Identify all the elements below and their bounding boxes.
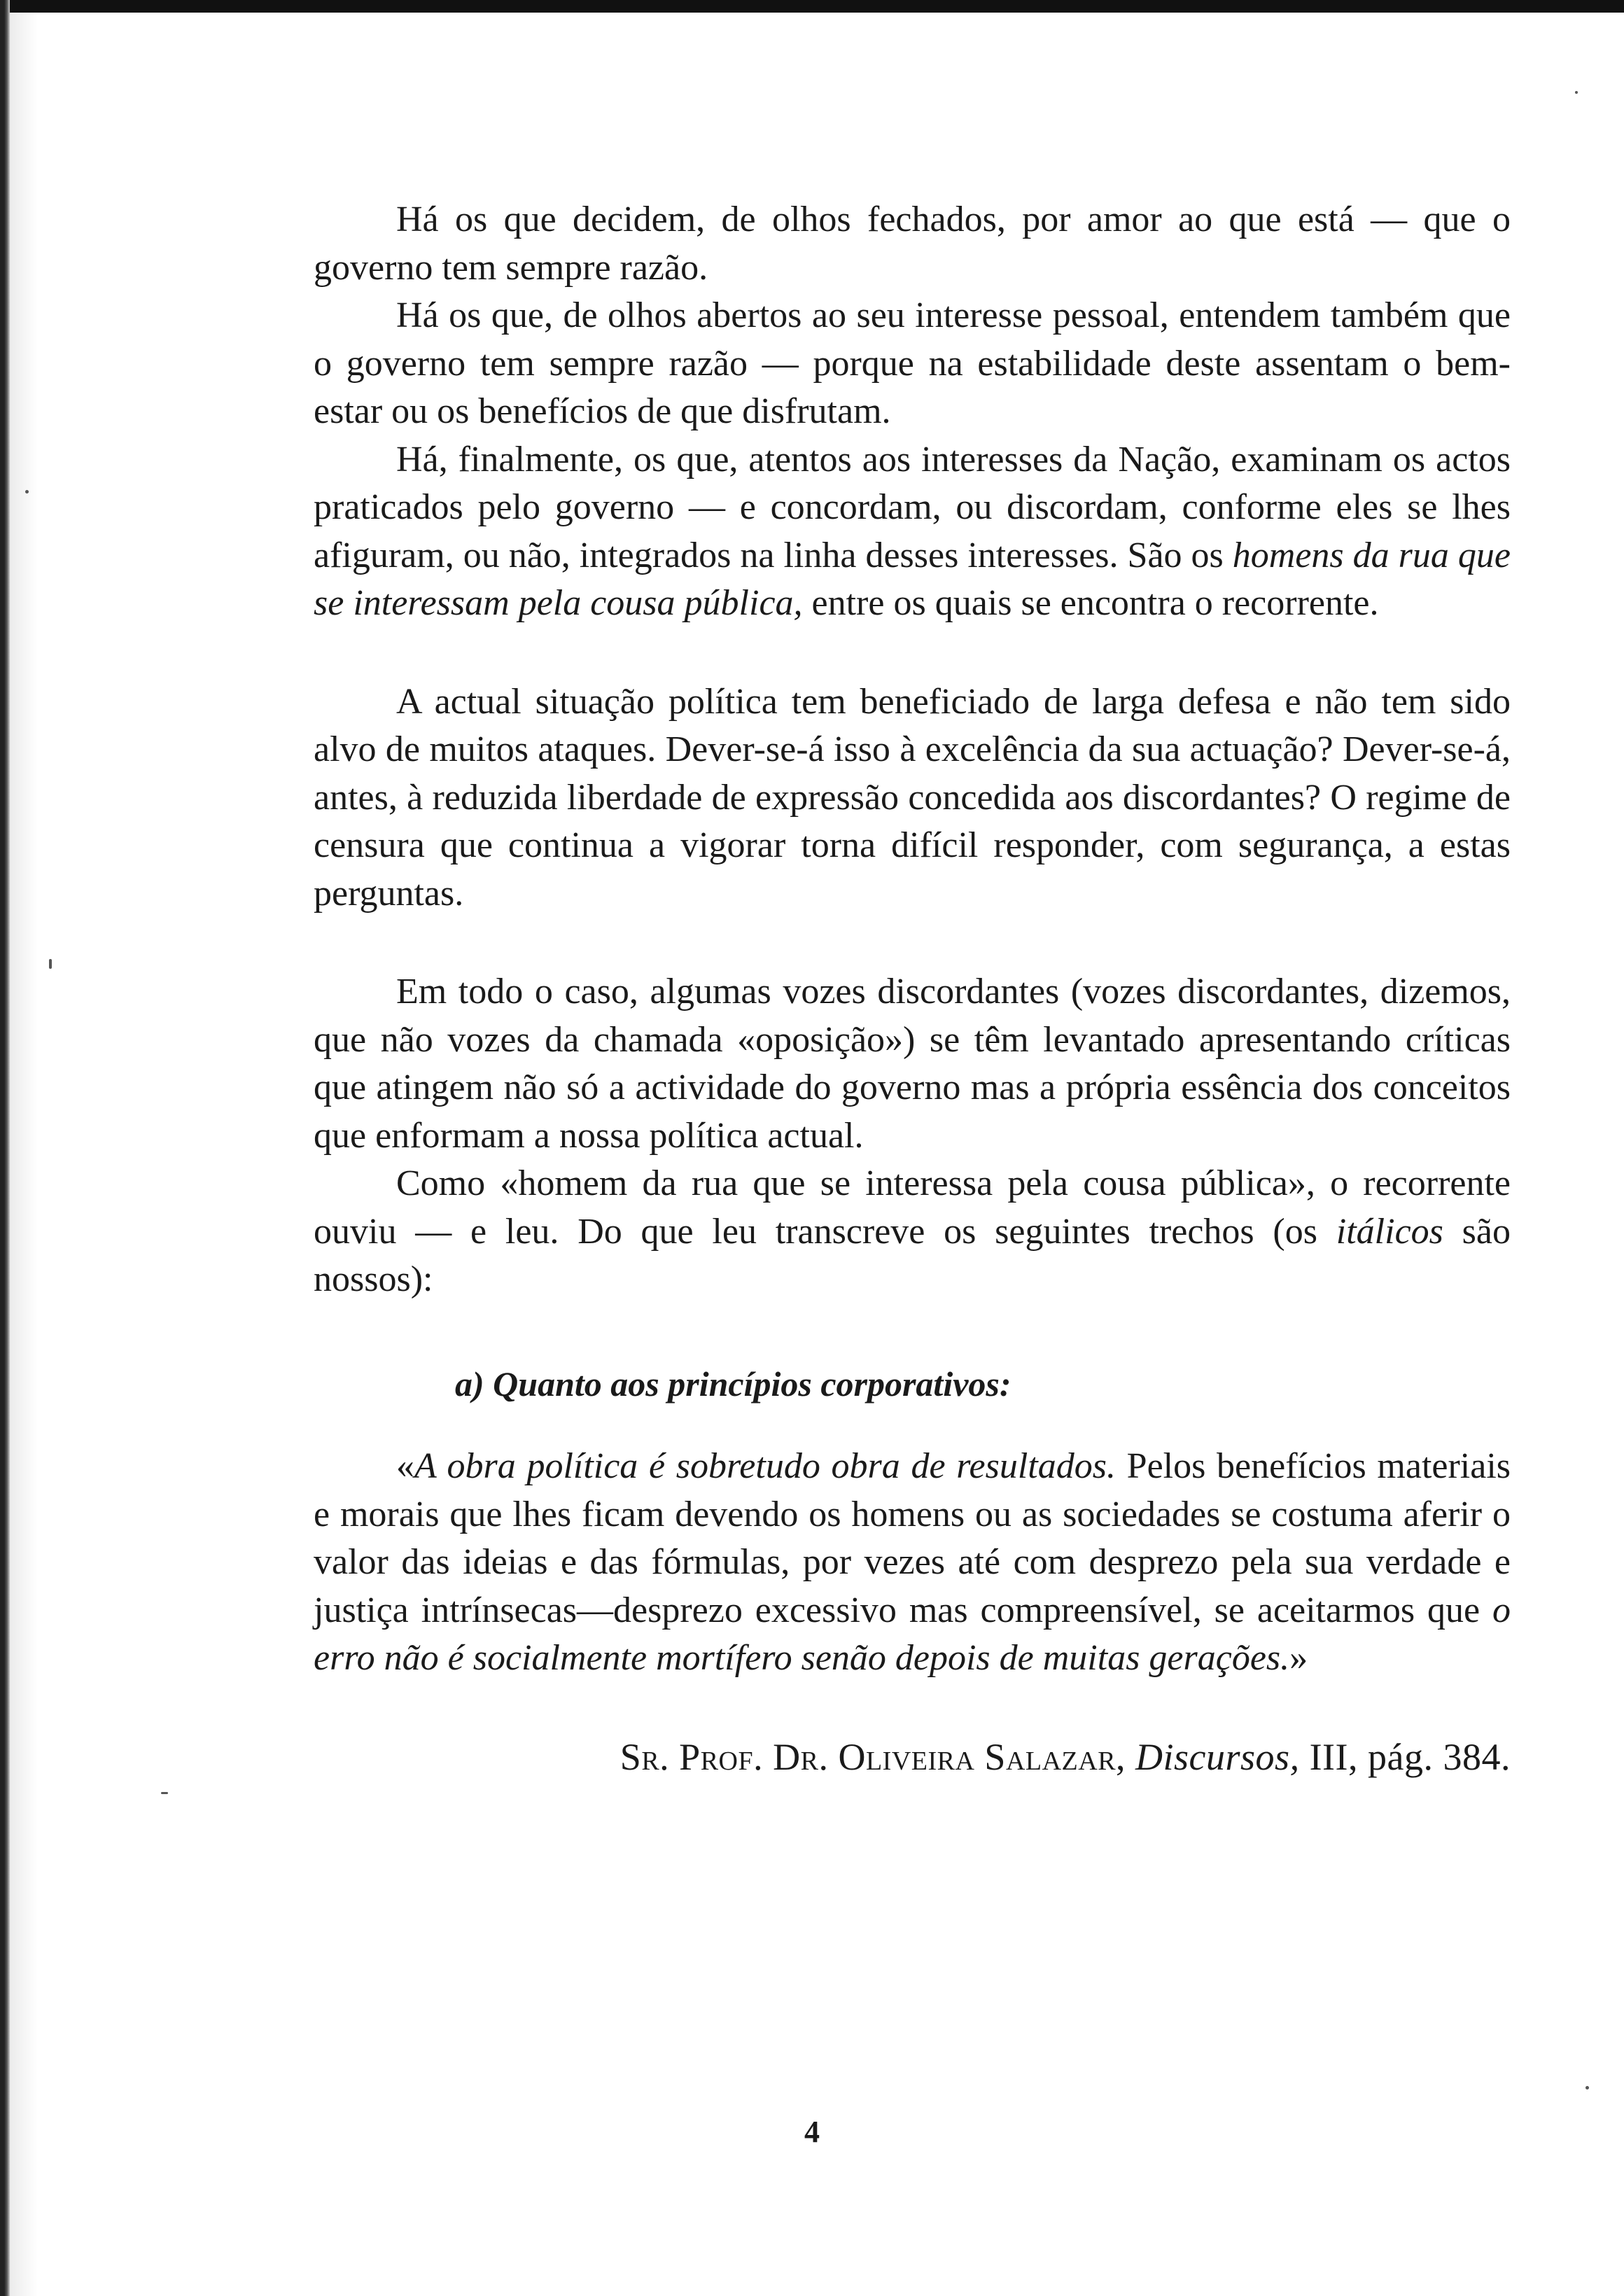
citation-author: Sr. Prof. Dr. Oliveira Salazar, (620, 1735, 1126, 1778)
scan-left-border (0, 0, 10, 2296)
paragraph-6-italic: itálicos (1336, 1211, 1443, 1252)
paragraph-6-end: são nossos): (314, 1211, 1511, 1299)
paragraph-1: Há os que decidem, de olhos fechados, por amor ao que está — que o governo tem sempre razão. (314, 200, 1511, 288)
scan-speck (1586, 2086, 1589, 2090)
section-heading: a) Quanto aos princípios corporativos: (455, 1364, 1011, 1404)
citation (314, 1733, 1511, 1782)
citation-work: Discursos, (1135, 1735, 1300, 1778)
quote-close-mark: » (1289, 1638, 1308, 1678)
document-body (314, 196, 1511, 1819)
quote-italic-start: A obra política é sobretudo obra de resultados. (414, 1446, 1116, 1486)
quote-italic-end: o erro não é socialmente mortífero senão depois de muitas gerações. (314, 1590, 1511, 1678)
citation-ref: III, pág. 384. (1309, 1735, 1511, 1778)
scan-speck (25, 490, 29, 493)
quotation (314, 1443, 1511, 1683)
scan-top-border (0, 0, 1624, 13)
paragraph-6 (314, 1160, 1511, 1304)
paragraph-4: A actual situação política tem beneficiado de larga defesa e não tem sido alvo de muitos ataques. Dever-se-á isso à excelência da sua actuação? Dever-se-á, antes, à reduzida liberdade de expressão concedida aos discordantes? O regime de censura que continua a vigorar torna difícil responder, com segurança, a estas perguntas. (314, 681, 1511, 913)
page-number: 4 (804, 2115, 820, 2149)
paragraph-3-text: Há, finalmente, os que, atentos aos interesses da Nação, examinam os actos praticados pelo governo — e concordam, ou discordam, conforme eles se lhes afiguram, ou não, integrados na linha desses interesses. São os (314, 439, 1511, 575)
paragraph-2: Há os que, de olhos abertos ao seu interesse pessoal, entendem também que o governo tem sempre razão — porque na estabilidade deste assentam o bem-estar ou os benefícios de que disfrutam. (314, 295, 1511, 431)
scan-left-shadow (10, 13, 38, 2296)
paragraph-6-text: Como «homem da rua que se interessa pela cousa pública», o recorrente ouviu — e leu. Do que leu transcreve os seguintes trechos (os (314, 1163, 1511, 1252)
quote-open-mark: « (396, 1446, 414, 1486)
section-heading-label: a (455, 1364, 472, 1404)
section-heading-text: Quanto aos princípios corporativos: (493, 1364, 1011, 1404)
quote-body: Pelos benefícios materiais e morais que lhes ficam devendo os homens ou as sociedades se costuma aferir o valor das ideias e das fórmulas, por vezes até com desprezo pela sua verdade e justiça intrínsecas—desprezo excessivo mas compreensível, se aceitarmos que (314, 1446, 1511, 1630)
scan-speck (49, 959, 52, 969)
paragraph-3-italic: homens da rua que se interessam pela cousa pública, (314, 535, 1511, 623)
scan-speck (161, 1792, 168, 1794)
paragraph-3-end: entre os quais se encontra o recorrente. (802, 583, 1379, 623)
paragraph-5: Em todo o caso, algumas vozes discordantes (vozes discordantes, dizemos, que não vozes da chamada «oposição») se têm levantado apresentando críticas que atingem não só a actividade do governo mas a própria essência dos conceitos que enformam a nossa política actual. (314, 972, 1511, 1156)
paragraph-3 (314, 436, 1511, 628)
scan-speck (1575, 91, 1578, 94)
